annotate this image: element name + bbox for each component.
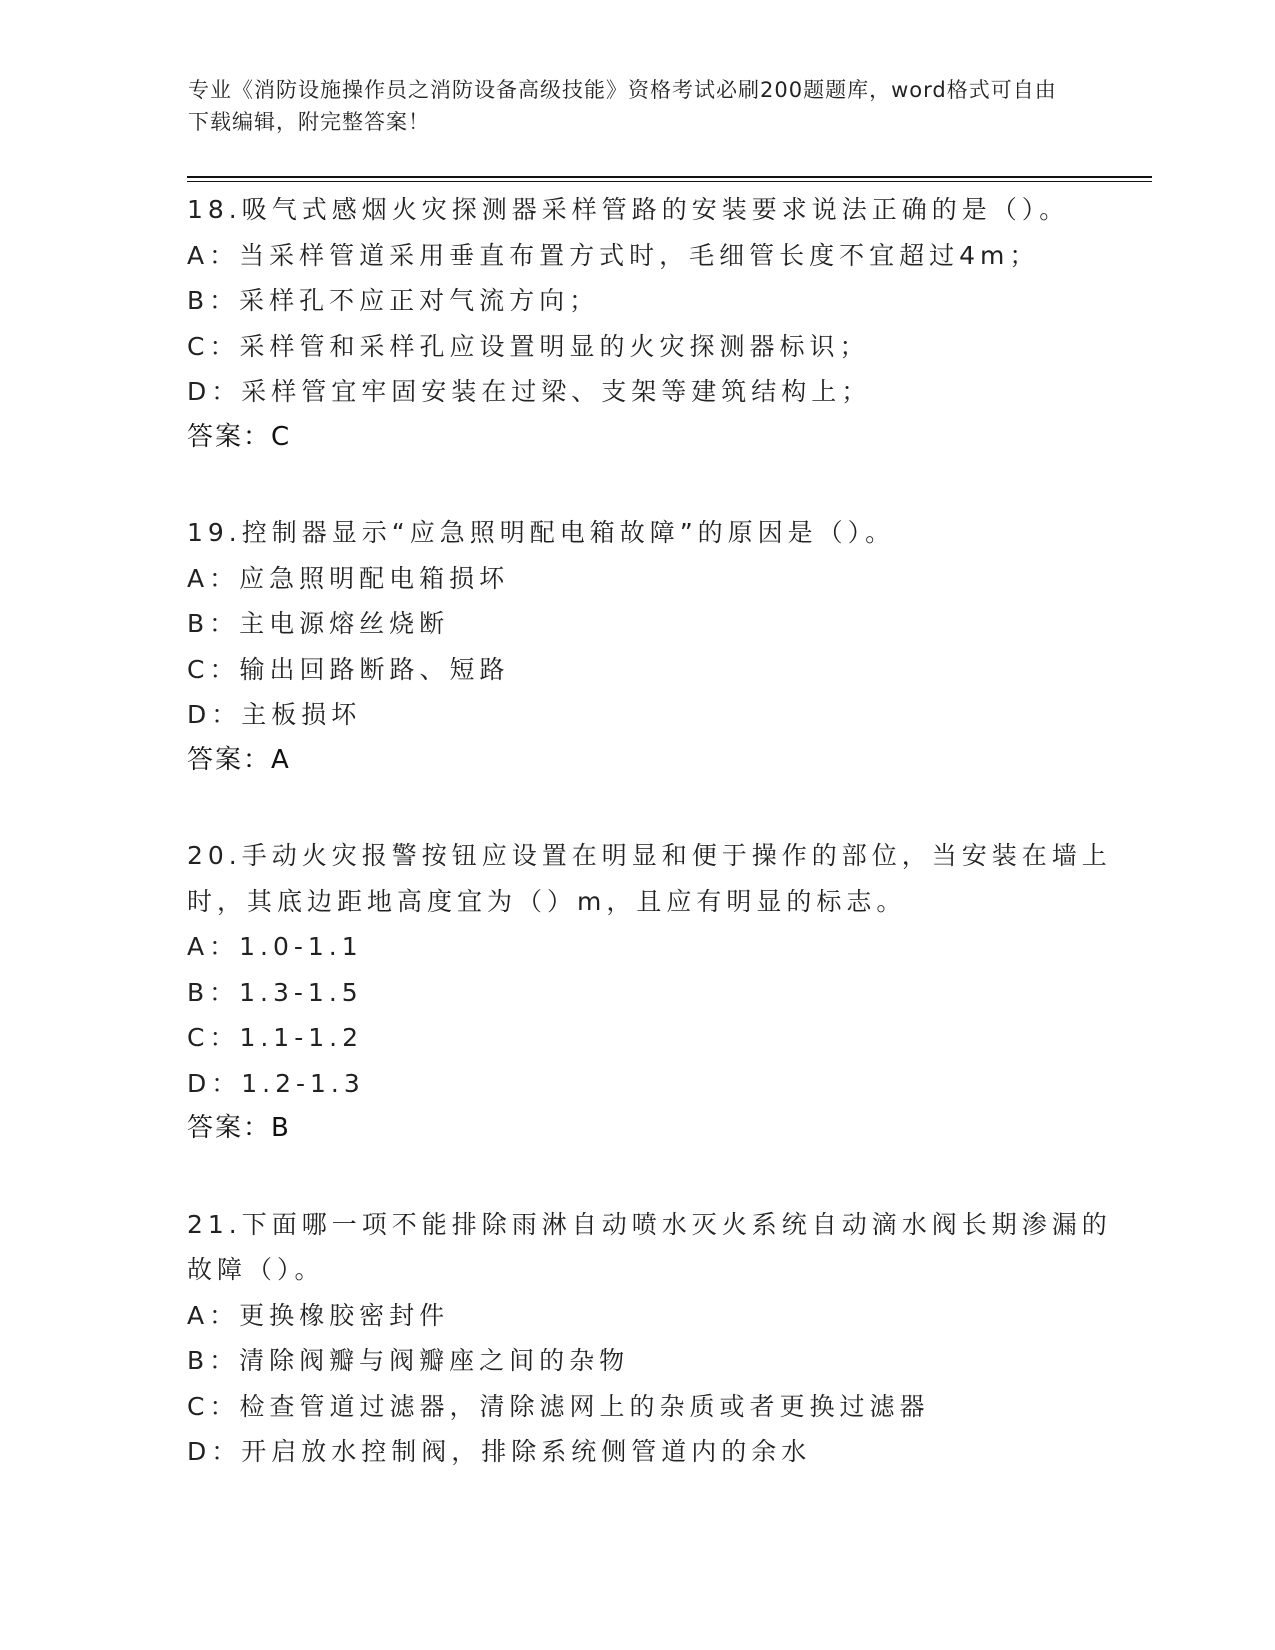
question-spacer — [187, 783, 1087, 833]
question-stem-line-2: 故障（）。 — [187, 1255, 325, 1284]
option-d: D：主板损坏 — [187, 700, 362, 729]
question-stem-line-1: 21.下面哪一项不能排除雨淋自动喷水灭火系统自动滴水阀长期渗漏的 — [187, 1209, 1112, 1239]
answer-label: 答案：C — [187, 421, 292, 452]
question-list — [187, 187, 1112, 1475]
question-stem-line-2: 时，其底边距地高度宜为（）m，且应有明显的标志。 — [187, 886, 907, 916]
question-spacer — [187, 460, 1087, 510]
question-stem: 19.控制器显示“应急照明配电箱故障”的原因是（）。 — [187, 518, 896, 547]
question-stem-line-1: 20.手动火灾报警按钮应设置在明显和便于操作的部位，当安装在墙上 — [187, 841, 1112, 870]
option-b: B：采样孔不应正对气流方向； — [187, 286, 600, 315]
header-divider-thick — [187, 176, 1152, 178]
option-a: A：应急照明配电箱损坏 — [187, 563, 510, 593]
option-b: B：1.3-1.5 — [187, 977, 363, 1007]
answer-label: 答案：A — [187, 744, 291, 775]
option-b: B：清除阀瓣与阀瓣座之间的杂物 — [187, 1346, 630, 1375]
option-b: B：主电源熔丝烧断 — [187, 609, 450, 638]
option-c: C：输出回路断路、短路 — [187, 654, 510, 684]
option-a: A：更换橡胶密封件 — [187, 1300, 450, 1330]
question-stem: 18.吸气式感烟火灾探测器采样管路的安装要求说法正确的是（）。 — [187, 195, 1070, 224]
question-21 — [187, 1202, 1112, 1475]
answer-label: 答案：B — [187, 1113, 291, 1143]
question-19 — [187, 510, 1087, 783]
question-20 — [187, 833, 1112, 1152]
option-d: D：开启放水控制阀，排除系统侧管道内的余水 — [187, 1437, 812, 1466]
option-d: D：1.2-1.3 — [187, 1068, 365, 1098]
option-c: C：1.1-1.2 — [187, 1023, 363, 1052]
header-divider-thin — [187, 181, 1152, 182]
option-c: C：采样管和采样孔应设置明显的火灾探测器标识； — [187, 331, 870, 361]
option-a: A：当采样管道采用垂直布置方式时，毛细管长度不宜超过4m； — [187, 240, 1040, 270]
option-c: C：检查管道过滤器，清除滤网上的杂质或者更换过滤器 — [187, 1391, 930, 1421]
option-d: D：采样管宜牢固安装在过梁、支架等建筑结构上； — [187, 377, 872, 406]
document-header: 专业《消防设施操作员之消防设备高级技能》资格考试必刷200题题库，word格式可自由下载编辑，附完整答案！ — [188, 78, 1057, 134]
question-18 — [187, 187, 1087, 460]
question-spacer — [187, 1152, 1087, 1202]
option-a: A：1.0-1.1 — [187, 932, 363, 961]
